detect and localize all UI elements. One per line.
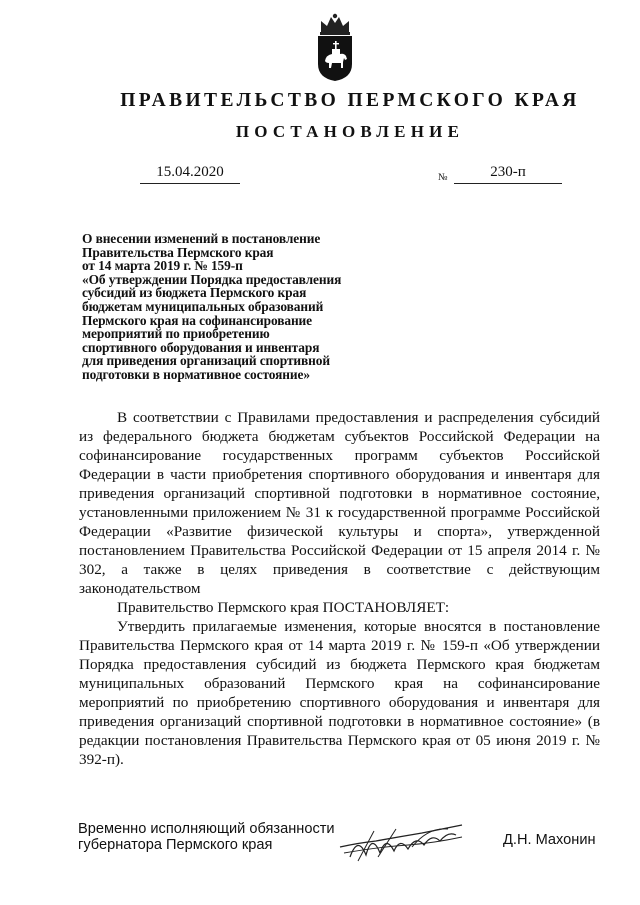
number-sign: № <box>438 172 448 183</box>
subject-line: спортивного оборудования и инвентаря <box>82 339 320 355</box>
subject-line: от 14 марта 2019 г. № 159-п <box>82 258 243 274</box>
subject-line: Пермского края на софинансирование <box>82 312 313 328</box>
subject-line: подготовки в нормативное состояние» <box>82 366 310 382</box>
coat-of-arms-emblem <box>312 12 358 82</box>
document-type-heading: ПОСТАНОВЛЕНИЕ <box>235 122 465 141</box>
subject-line: субсидий из бюджета Пермского края <box>82 285 307 301</box>
subject-line: «Об утверждении Порядка предоставления <box>82 271 342 287</box>
document-date: 15.04.2020 <box>140 161 240 184</box>
signatory-title-line: губернатора Пермского края <box>78 837 273 853</box>
government-heading: ПРАВИТЕЛЬСТВО ПЕРМСКОГО КРАЯ <box>120 90 580 111</box>
document-number: 230-п <box>454 161 562 184</box>
signatory-title <box>78 821 335 853</box>
signatory-title-line: Временно исполняющий обязанности <box>78 821 335 837</box>
subject-line: мероприятий по приобретению <box>82 326 270 342</box>
document-subject <box>82 232 382 382</box>
document-body <box>79 408 600 769</box>
body-paragraph-approve: Утвердить прилагаемые изменения, которые вносятся в постановление Правительства Пермского края от 14 марта 2019 г. № 159-п «Об утверждении Порядка предоставления субсидий из бюджета Пермского края бюджетам муниципальных образований Пермского края на софинансирование мероприятий по приобретению спортивного оборудования и инвентаря для приведения организаций спортивной подготовки в нормативное состояние» (в редакции постановления Правительства Пермского края от 05 июня 2019 г. № 392-п). <box>79 618 600 768</box>
subject-line: Правительства Пермского края <box>82 244 274 260</box>
handwritten-signature <box>338 817 468 867</box>
subject-line: О внесении изменений в постановление <box>82 231 321 246</box>
body-paragraph-resolves: Правительство Пермского края ПОСТАНОВЛЯЕТ: <box>117 599 450 616</box>
body-paragraph-preamble: В соответствии с Правилами предоставления и распределения субсидий из федерального бюджета бюджетам субъектов Российской Федерации на софинансирование государственных программ субъектов Российской Федерации в части приобретения спортивного оборудования и инвентаря для приведения организаций спортивной подготовки в нормативное состояние, установленными приложением № 31 к государственной программе Российской Федерации «Развитие физической культуры и спорта», утвержденной постановлением Правительства Российской Федерации от 15 апреля 2014 г. № 302, а также в целях приведения в соответствие с действующим законодательством <box>79 409 600 597</box>
subject-line: для приведения организаций спортивной <box>82 353 330 369</box>
subject-line: бюджетам муниципальных образований <box>82 298 324 314</box>
signatory-name: Д.Н. Махонин <box>503 832 596 848</box>
